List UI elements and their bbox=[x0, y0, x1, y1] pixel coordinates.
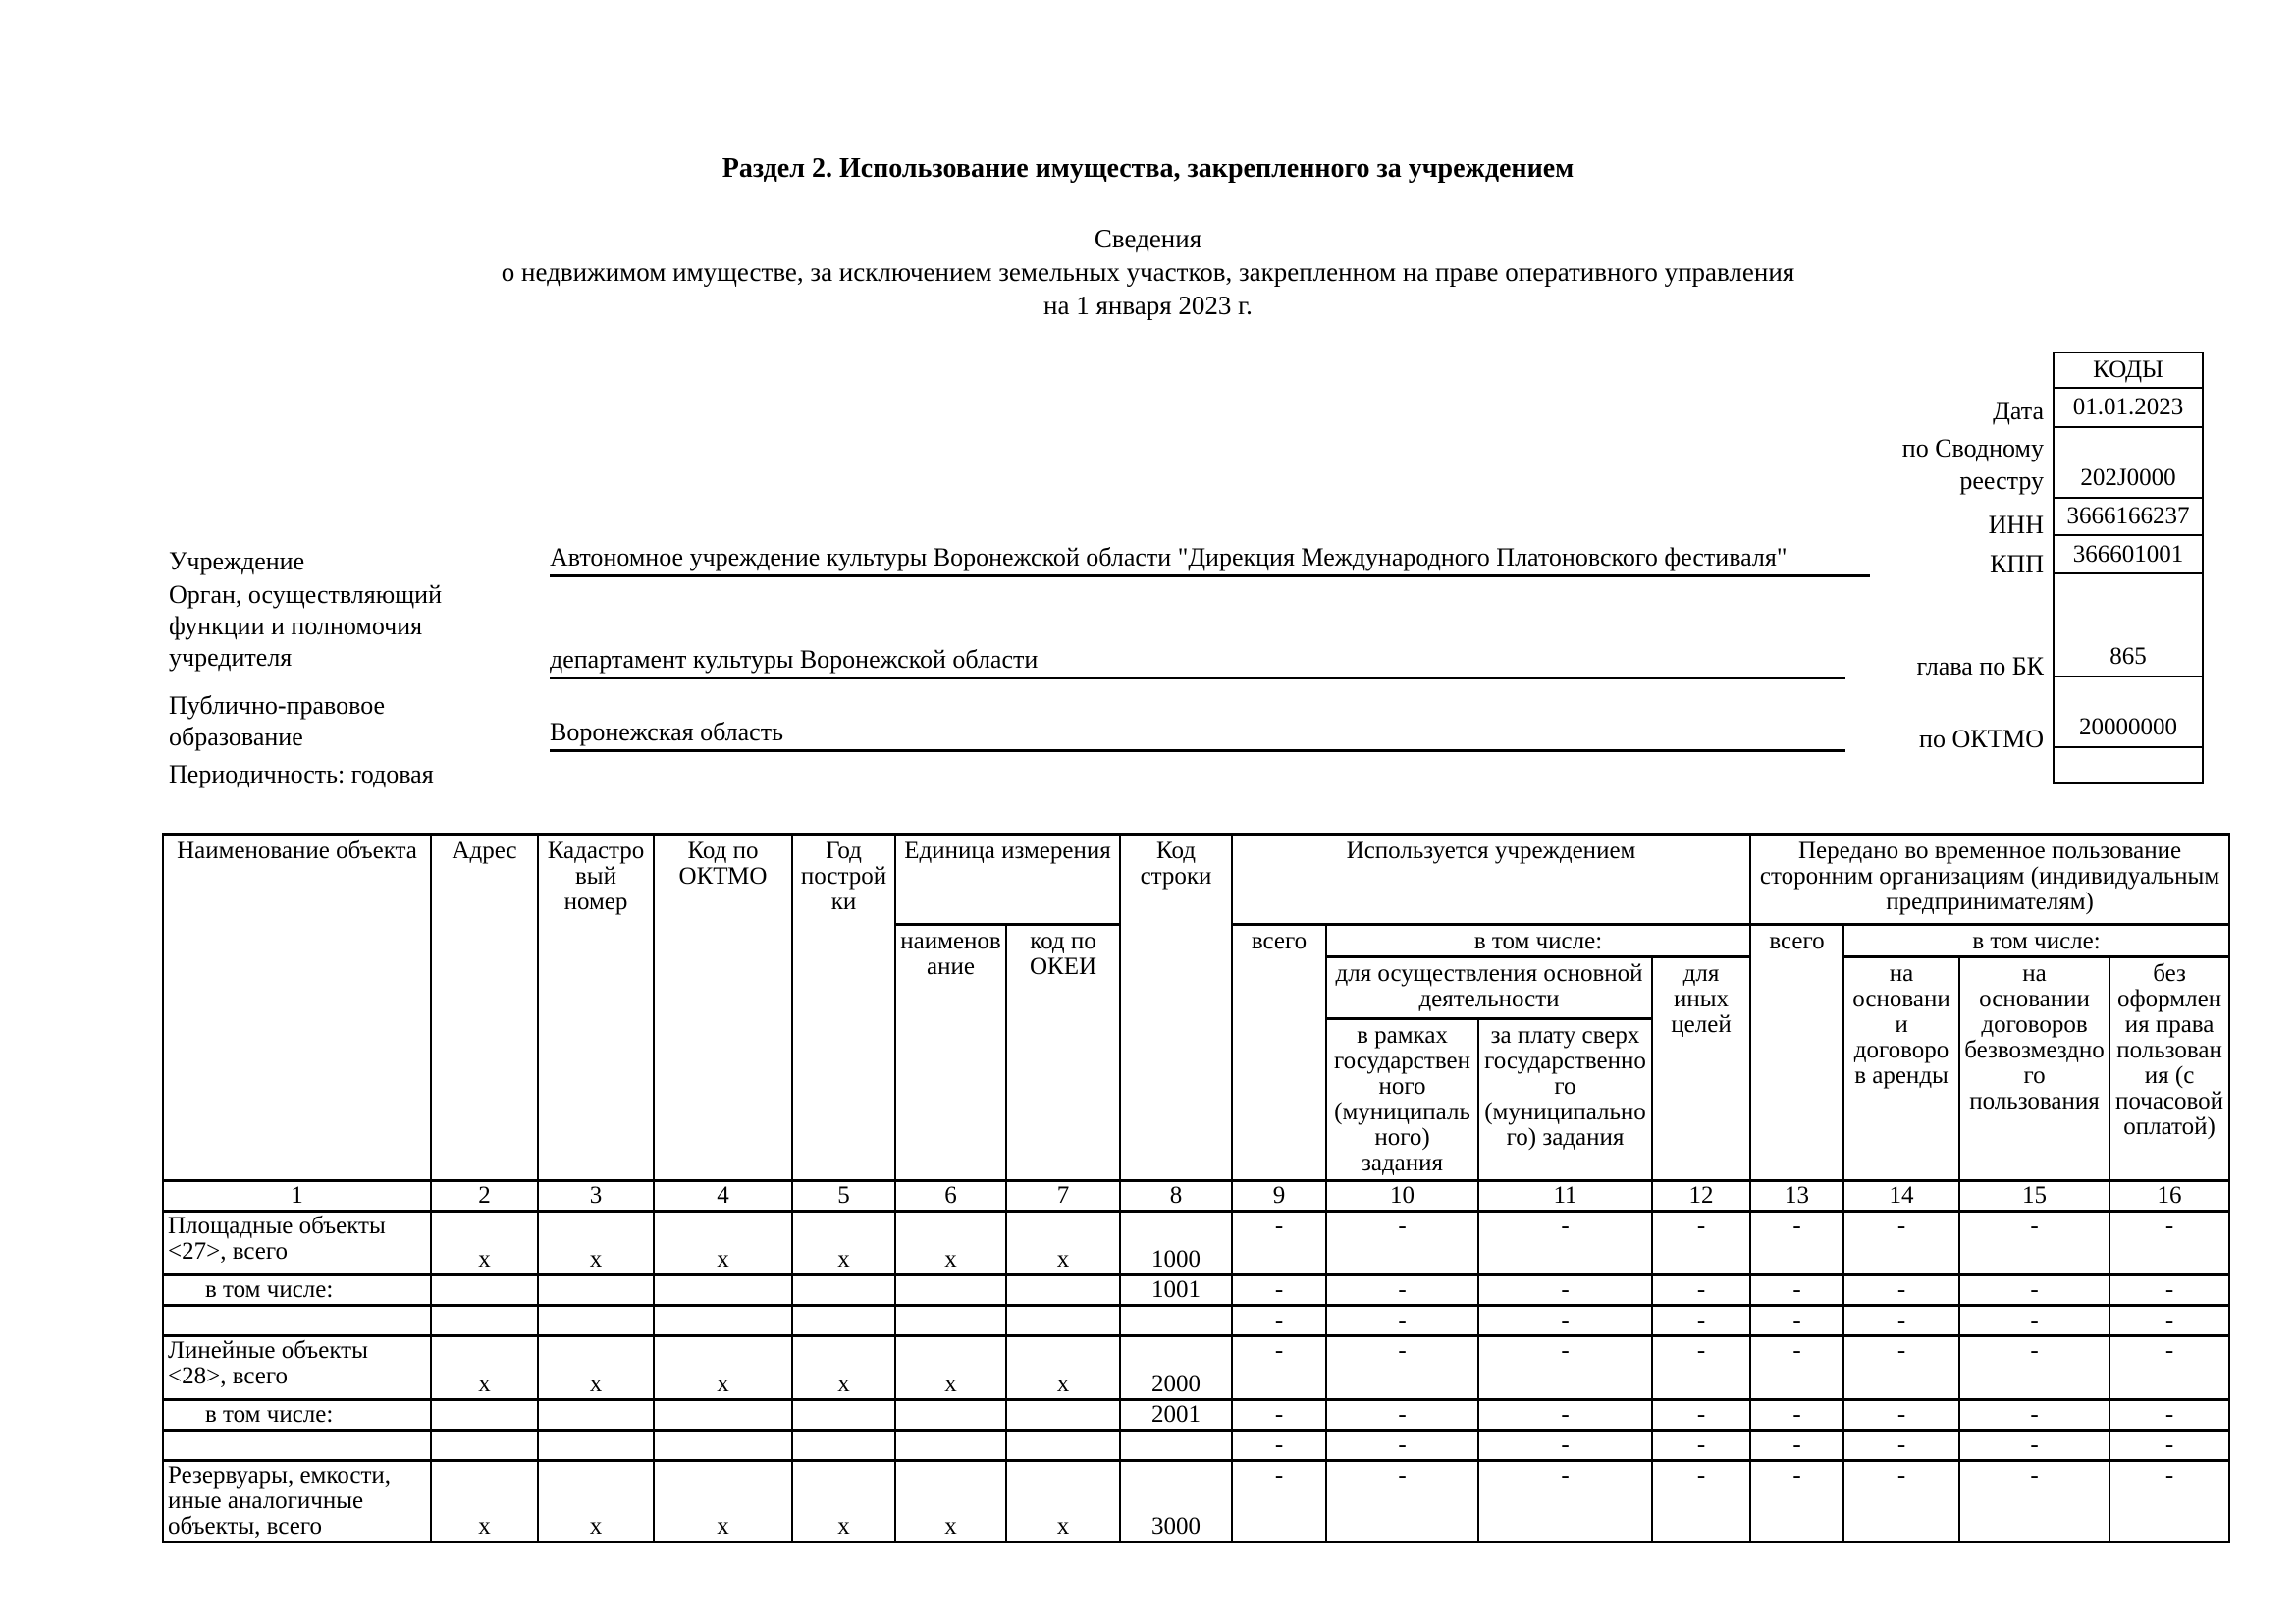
cell: - bbox=[1326, 1212, 1478, 1275]
cell: - bbox=[1750, 1336, 1843, 1400]
cell: - bbox=[1959, 1336, 2109, 1400]
cell: x bbox=[792, 1461, 895, 1543]
header-transferred-gratuitous: на основании договоров безвозмездного пользования bbox=[1959, 957, 2109, 1181]
header-used-including: в том числе: bbox=[1326, 925, 1750, 957]
cell: x bbox=[895, 1212, 1006, 1275]
col-number: 3 bbox=[538, 1181, 654, 1212]
header-cadastre: Кадастровый номер bbox=[538, 835, 654, 1181]
cell bbox=[654, 1275, 792, 1306]
line-code-cell: 1001 bbox=[1120, 1275, 1232, 1306]
codes-header-cell: КОДЫ bbox=[2053, 352, 2204, 389]
header-used-group: Используется учреждением bbox=[1232, 835, 1750, 925]
cell: - bbox=[1843, 1431, 1959, 1461]
col-number: 11 bbox=[1478, 1181, 1652, 1212]
cell: - bbox=[1326, 1336, 1478, 1400]
cell: - bbox=[1232, 1306, 1326, 1336]
institution-value: Автономное учреждение культуры Воронежской области "Дирекция Международного Платоновского фестиваля" bbox=[550, 542, 1870, 577]
cell: x bbox=[431, 1212, 538, 1275]
cell: - bbox=[1843, 1400, 1959, 1431]
inn-value: 3666166237 bbox=[2053, 497, 2204, 536]
object-name-cell bbox=[163, 1431, 431, 1461]
section-title: Раздел 2. Использование имущества, закрепленного за учреждением bbox=[721, 153, 1575, 184]
cell: - bbox=[2109, 1306, 2229, 1336]
col-number: 5 bbox=[792, 1181, 895, 1212]
cell: x bbox=[431, 1336, 538, 1400]
header-used-state-task: в рамках государственного (муниципального) задания bbox=[1326, 1019, 1478, 1181]
cell: x bbox=[431, 1461, 538, 1543]
cell: - bbox=[1843, 1275, 1959, 1306]
cell: - bbox=[1326, 1306, 1478, 1336]
cell: - bbox=[1478, 1275, 1652, 1306]
cell: - bbox=[1750, 1275, 1843, 1306]
header-object: Наименование объекта bbox=[163, 835, 431, 1181]
founder-label: Орган, осуществляющий функции и полномочия учредителя bbox=[169, 580, 442, 672]
cell: x bbox=[1006, 1461, 1120, 1543]
cell: - bbox=[1326, 1431, 1478, 1461]
header-unit-name: наименование bbox=[895, 925, 1006, 1181]
codes-table bbox=[2053, 352, 2204, 784]
table-row-1001 bbox=[163, 1275, 2229, 1306]
subtitle-line-3: на 1 января 2023 г. bbox=[1043, 291, 1253, 320]
object-name-cell: Линейные объекты <28>, всего bbox=[163, 1336, 431, 1400]
cell bbox=[538, 1306, 654, 1336]
cell: x bbox=[1006, 1336, 1120, 1400]
col-number: 15 bbox=[1959, 1181, 2109, 1212]
oktmo-label: по ОКТМО bbox=[1919, 725, 2044, 753]
cell: - bbox=[1326, 1461, 1478, 1543]
cell: x bbox=[654, 1461, 792, 1543]
cell: - bbox=[1959, 1461, 2109, 1543]
cell: - bbox=[1959, 1212, 2109, 1275]
cell bbox=[792, 1431, 895, 1461]
header-unit-okei: код по ОКЕИ bbox=[1006, 925, 1120, 1181]
object-name-cell: Резервуары, емкости, иные аналогичные объекты, всего bbox=[163, 1461, 431, 1543]
oktmo-value: 20000000 bbox=[2053, 676, 2204, 748]
cell: - bbox=[1232, 1212, 1326, 1275]
line-code-cell bbox=[1120, 1431, 1232, 1461]
header-used-main-activity: для осуществления основной деятельности bbox=[1326, 957, 1652, 1019]
registry-value: 202J0000 bbox=[2053, 426, 2204, 499]
cell: - bbox=[1326, 1275, 1478, 1306]
col-number: 8 bbox=[1120, 1181, 1232, 1212]
header-transferred-total: всего bbox=[1750, 925, 1843, 1181]
cell: - bbox=[1750, 1212, 1843, 1275]
cell bbox=[431, 1400, 538, 1431]
cell: - bbox=[1652, 1400, 1750, 1431]
object-name-cell: в том числе: bbox=[163, 1275, 431, 1306]
cell: - bbox=[1750, 1461, 1843, 1543]
col-number: 16 bbox=[2109, 1181, 2229, 1212]
cell: - bbox=[1843, 1306, 1959, 1336]
cell: - bbox=[1959, 1431, 2109, 1461]
cell: - bbox=[2109, 1212, 2229, 1275]
header-transferred-group: Передано во временное пользование сторонним организациям (индивидуальным предпринимателям) bbox=[1750, 835, 2229, 925]
cell: - bbox=[2109, 1400, 2229, 1431]
cell bbox=[895, 1431, 1006, 1461]
col-number: 7 bbox=[1006, 1181, 1120, 1212]
cell bbox=[895, 1275, 1006, 1306]
subtitle-line-1: Сведения bbox=[1094, 224, 1202, 253]
cell: x bbox=[654, 1336, 792, 1400]
cell: - bbox=[1478, 1306, 1652, 1336]
cell: x bbox=[538, 1212, 654, 1275]
cell: x bbox=[538, 1336, 654, 1400]
col-number: 1 bbox=[163, 1181, 431, 1212]
cell bbox=[431, 1306, 538, 1336]
cell: x bbox=[792, 1336, 895, 1400]
table-row-blank bbox=[163, 1431, 2229, 1461]
col-number: 2 bbox=[431, 1181, 538, 1212]
header-row-1 bbox=[163, 835, 2229, 925]
cell bbox=[538, 1275, 654, 1306]
cell bbox=[1006, 1306, 1120, 1336]
cell: - bbox=[1652, 1336, 1750, 1400]
public-entity-label: Публично-правовое образование bbox=[169, 691, 386, 751]
cell bbox=[654, 1400, 792, 1431]
header-unit-group: Единица измерения bbox=[895, 835, 1120, 925]
line-code-cell: 2001 bbox=[1120, 1400, 1232, 1431]
cell: - bbox=[1232, 1400, 1326, 1431]
cell: - bbox=[1326, 1400, 1478, 1431]
date-label: Дата bbox=[1993, 397, 2044, 425]
founder-value: департамент культуры Воронежской области bbox=[550, 644, 1845, 679]
column-numbers-row bbox=[163, 1181, 2229, 1212]
cell: - bbox=[1843, 1336, 1959, 1400]
header-used-total: всего bbox=[1232, 925, 1326, 1181]
cell: - bbox=[1652, 1306, 1750, 1336]
col-number: 10 bbox=[1326, 1181, 1478, 1212]
codes-empty-cell bbox=[2053, 746, 2204, 784]
date-value: 01.01.2023 bbox=[2053, 387, 2204, 428]
cell bbox=[431, 1275, 538, 1306]
line-code-cell: 1000 bbox=[1120, 1212, 1232, 1275]
object-name-cell bbox=[163, 1306, 431, 1336]
header-transferred-unregistered: без оформления права пользования (с почасовой оплатой) bbox=[2109, 957, 2229, 1181]
kpp-value: 366601001 bbox=[2053, 534, 2204, 574]
cell bbox=[538, 1431, 654, 1461]
cell: - bbox=[1478, 1431, 1652, 1461]
table-row-blank bbox=[163, 1306, 2229, 1336]
bk-chapter-label: глава по БК bbox=[1916, 652, 2044, 680]
cell: - bbox=[1478, 1400, 1652, 1431]
table-row-2001 bbox=[163, 1400, 2229, 1431]
cell: x bbox=[895, 1336, 1006, 1400]
header-line-code: Код строки bbox=[1120, 835, 1232, 1181]
property-usage-table bbox=[162, 833, 2230, 1543]
cell: x bbox=[895, 1461, 1006, 1543]
header-used-paid-over-task: за плату сверх государственного (муниципального) задания bbox=[1478, 1019, 1652, 1181]
cell: - bbox=[1750, 1400, 1843, 1431]
header-transferred-including: в том числе: bbox=[1843, 925, 2229, 957]
header-oktmo-code: Код по ОКТМО bbox=[654, 835, 792, 1181]
cell: x bbox=[538, 1461, 654, 1543]
cell: - bbox=[2109, 1431, 2229, 1461]
cell: - bbox=[1652, 1212, 1750, 1275]
cell bbox=[654, 1306, 792, 1336]
header-address: Адрес bbox=[431, 835, 538, 1181]
line-code-cell bbox=[1120, 1306, 1232, 1336]
table-row-2000 bbox=[163, 1336, 2229, 1400]
object-name-cell: Площадные объекты <27>, всего bbox=[163, 1212, 431, 1275]
institution-label: Учреждение bbox=[169, 547, 305, 575]
cell: - bbox=[1232, 1336, 1326, 1400]
cell: - bbox=[1652, 1275, 1750, 1306]
cell: - bbox=[1478, 1461, 1652, 1543]
cell: x bbox=[792, 1212, 895, 1275]
cell: - bbox=[2109, 1275, 2229, 1306]
cell: - bbox=[1232, 1461, 1326, 1543]
document-subtitle bbox=[0, 222, 2296, 322]
header-transferred-rent: на основании договоров аренды bbox=[1843, 957, 1959, 1181]
object-name-cell: в том числе: bbox=[163, 1400, 431, 1431]
public-entity-value: Воронежская область bbox=[550, 717, 1845, 752]
cell bbox=[538, 1400, 654, 1431]
cell bbox=[1006, 1275, 1120, 1306]
cell: - bbox=[1478, 1336, 1652, 1400]
cell bbox=[431, 1431, 538, 1461]
cell: - bbox=[1959, 1400, 2109, 1431]
table-row-3000 bbox=[163, 1461, 2229, 1543]
cell bbox=[895, 1400, 1006, 1431]
cell: - bbox=[1478, 1212, 1652, 1275]
table-row-1000 bbox=[163, 1212, 2229, 1275]
cell: - bbox=[1959, 1306, 2109, 1336]
cell: - bbox=[1959, 1275, 2109, 1306]
inn-label: ИНН bbox=[1988, 511, 2044, 539]
col-number: 14 bbox=[1843, 1181, 1959, 1212]
line-code-cell: 2000 bbox=[1120, 1336, 1232, 1400]
col-number: 6 bbox=[895, 1181, 1006, 1212]
cell: - bbox=[2109, 1461, 2229, 1543]
header-build-year: Год постройки bbox=[792, 835, 895, 1181]
cell bbox=[792, 1400, 895, 1431]
col-number: 4 bbox=[654, 1181, 792, 1212]
cell: - bbox=[1843, 1461, 1959, 1543]
cell bbox=[654, 1431, 792, 1461]
cell: x bbox=[654, 1212, 792, 1275]
header-used-other-purposes: для иных целей bbox=[1652, 957, 1750, 1181]
col-number: 9 bbox=[1232, 1181, 1326, 1212]
cell bbox=[895, 1306, 1006, 1336]
cell: - bbox=[1232, 1431, 1326, 1461]
bk-chapter-value: 865 bbox=[2053, 572, 2204, 677]
cell: - bbox=[1843, 1212, 1959, 1275]
cell: - bbox=[1652, 1431, 1750, 1461]
cell bbox=[1006, 1400, 1120, 1431]
cell: - bbox=[1750, 1306, 1843, 1336]
registry-label: по Сводному реестру bbox=[1901, 434, 2044, 495]
cell bbox=[1006, 1431, 1120, 1461]
cell: - bbox=[1232, 1275, 1326, 1306]
cell: - bbox=[1652, 1461, 1750, 1543]
subtitle-line-2: о недвижимом имуществе, за исключением земельных участков, закрепленном на праве оперативного управления bbox=[501, 257, 1795, 287]
kpp-label: КПП bbox=[1990, 550, 2044, 578]
col-number: 13 bbox=[1750, 1181, 1843, 1212]
col-number: 12 bbox=[1652, 1181, 1750, 1212]
cell bbox=[792, 1275, 895, 1306]
cell: x bbox=[1006, 1212, 1120, 1275]
periodicity-label: Периодичность: годовая bbox=[169, 760, 434, 788]
cell: - bbox=[1750, 1431, 1843, 1461]
cell: - bbox=[2109, 1336, 2229, 1400]
line-code-cell: 3000 bbox=[1120, 1461, 1232, 1543]
cell bbox=[792, 1306, 895, 1336]
